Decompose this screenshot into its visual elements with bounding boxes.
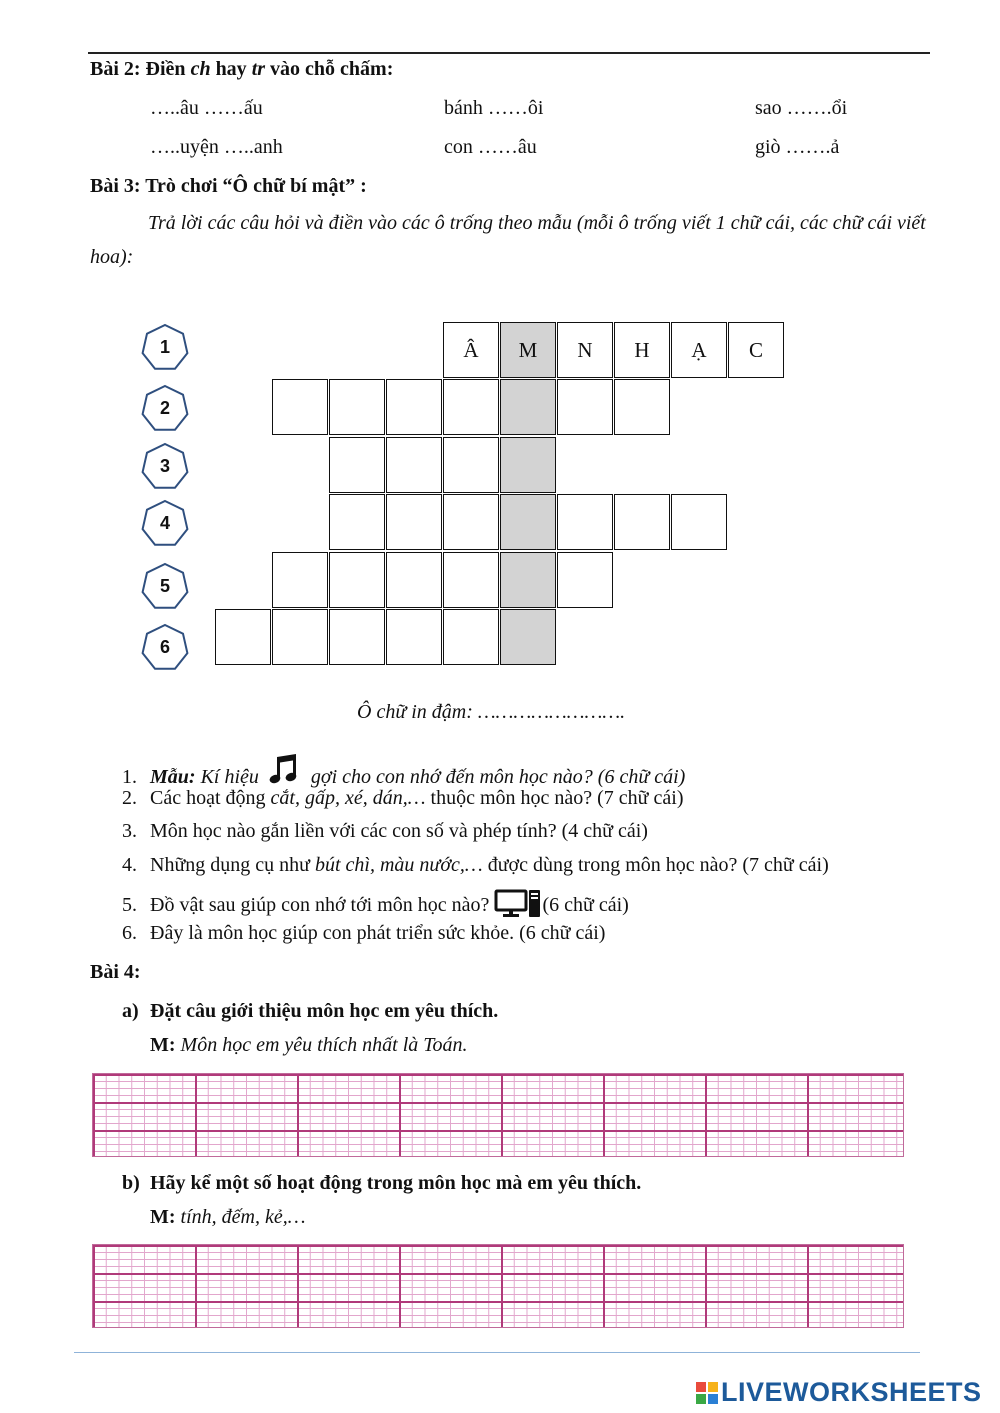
crossword-cell[interactable]: [443, 437, 499, 493]
crossword-cell[interactable]: [443, 552, 499, 608]
question-4: 4. Những dụng cụ như bút chì, màu nước,… được dùng trong môn học nào? (7 chữ cái): [122, 854, 829, 876]
row-number: 4: [159, 512, 170, 533]
crossword-key-cell[interactable]: [500, 609, 556, 665]
row-number-badge: [140, 441, 190, 491]
crossword-cell[interactable]: [386, 494, 442, 550]
computer-icon: [494, 888, 542, 918]
bai2-item[interactable]: …..uyện …..anh: [150, 136, 283, 158]
bai3-instruction: Trả lời các câu hỏi và điền vào các ô trống theo mẫu (mỗi ô trống viết 1 chữ cái, các chữ cái viết hoa):: [90, 212, 926, 268]
crossword-cell: H: [614, 322, 670, 378]
question-3: 3. Môn học nào gắn liền với các con số và phép tính? (4 chữ cái): [122, 820, 648, 842]
bai3-title: Bài 3: Trò chơi “Ô chữ bí mật” :: [90, 175, 367, 197]
bai2-item[interactable]: sao …….ổi: [755, 97, 848, 119]
crossword-cell: N: [557, 322, 613, 378]
crossword-cell: C: [728, 322, 784, 378]
question-2: 2. Các hoạt động cắt, gấp, xé, dán,… thuộc môn học nào? (7 chữ cái): [122, 787, 684, 809]
bai4-a-example: M: Môn học em yêu thích nhất là Toán.: [150, 1034, 468, 1056]
footer-rule: [74, 1352, 920, 1353]
crossword-key-cell[interactable]: [500, 379, 556, 435]
crossword-cell[interactable]: [329, 552, 385, 608]
bai4-a-prompt: a) Đặt câu giới thiệu môn học em yêu thích.: [122, 1000, 499, 1022]
brand-name: LIVEWORKSHEETS: [721, 1377, 982, 1407]
crossword-key-cell[interactable]: [500, 494, 556, 550]
crossword-cell[interactable]: [386, 609, 442, 665]
crossword-cell[interactable]: [386, 437, 442, 493]
crossword-cell: Ạ: [671, 322, 727, 378]
brand-logo-icon: [696, 1382, 718, 1404]
crossword-key-cell: M: [500, 322, 556, 378]
row-number-badge: [140, 322, 190, 372]
crossword-cell: Â: [443, 322, 499, 378]
crossword-key-cell[interactable]: [500, 437, 556, 493]
crossword-cell[interactable]: [443, 609, 499, 665]
row-number-badge: [140, 383, 190, 433]
top-rule: [88, 52, 930, 54]
crossword-cell[interactable]: [386, 552, 442, 608]
row-number: 1: [159, 336, 170, 357]
crossword-cell[interactable]: [557, 379, 613, 435]
crossword-cell[interactable]: [557, 494, 613, 550]
crossword-cell[interactable]: [557, 552, 613, 608]
bai4-b-example: M: tính, đếm, kẻ,…: [150, 1206, 306, 1228]
question-1: 1. Mẫu: Kí hiệu gợi cho con nhớ đến môn học nào? (6 chữ cái): [122, 753, 685, 789]
row-number: 6: [159, 636, 170, 657]
bai2-item[interactable]: bánh ……ôi: [444, 97, 544, 119]
question-6: 6. Đây là môn học giúp con phát triển sức khỏe. (6 chữ cái): [122, 922, 606, 944]
crossword-cell[interactable]: [671, 494, 727, 550]
crossword-cell[interactable]: [443, 379, 499, 435]
crossword-cell[interactable]: [386, 379, 442, 435]
question-5: 5. Đồ vật sau giúp con nhớ tới môn học nào? (6 chữ cái): [122, 888, 629, 918]
row-number-badge: [140, 561, 190, 611]
bai4-title: Bài 4:: [90, 961, 141, 983]
bai2-item[interactable]: giò …….ả: [755, 136, 840, 158]
crossword-cell[interactable]: [614, 494, 670, 550]
row-number: 2: [159, 397, 170, 418]
crossword-cell[interactable]: [272, 609, 328, 665]
crossword-cell[interactable]: [272, 552, 328, 608]
crossword-key-cell[interactable]: [500, 552, 556, 608]
crossword-cell[interactable]: [329, 609, 385, 665]
bai2-title: Bài 2: Điền ch hay tr vào chỗ chấm:: [90, 58, 394, 80]
crossword-cell[interactable]: [443, 494, 499, 550]
crossword-cell[interactable]: [329, 379, 385, 435]
row-number: 3: [159, 455, 170, 476]
crossword-cell[interactable]: [329, 494, 385, 550]
crossword-cell[interactable]: [614, 379, 670, 435]
crossword-cell[interactable]: [215, 609, 271, 665]
row-number-badge: [140, 622, 190, 672]
bai2-item[interactable]: con ……âu: [444, 136, 537, 158]
bai4-b-prompt: b) Hãy kể một số hoạt động trong môn học mà em yêu thích.: [122, 1172, 642, 1194]
crossword-cell[interactable]: [272, 379, 328, 435]
writing-grid-b[interactable]: [92, 1244, 904, 1328]
writing-grid-a[interactable]: [92, 1073, 904, 1157]
key-word-label[interactable]: Ô chữ in đậm: …………………….: [357, 701, 626, 723]
bai2-item[interactable]: …..âu ……ấu: [150, 97, 263, 119]
brand: [696, 1377, 982, 1408]
crossword-cell[interactable]: [329, 437, 385, 493]
row-number: 5: [159, 575, 170, 596]
music-note-icon: [268, 753, 302, 787]
row-number-badge: [140, 498, 190, 548]
